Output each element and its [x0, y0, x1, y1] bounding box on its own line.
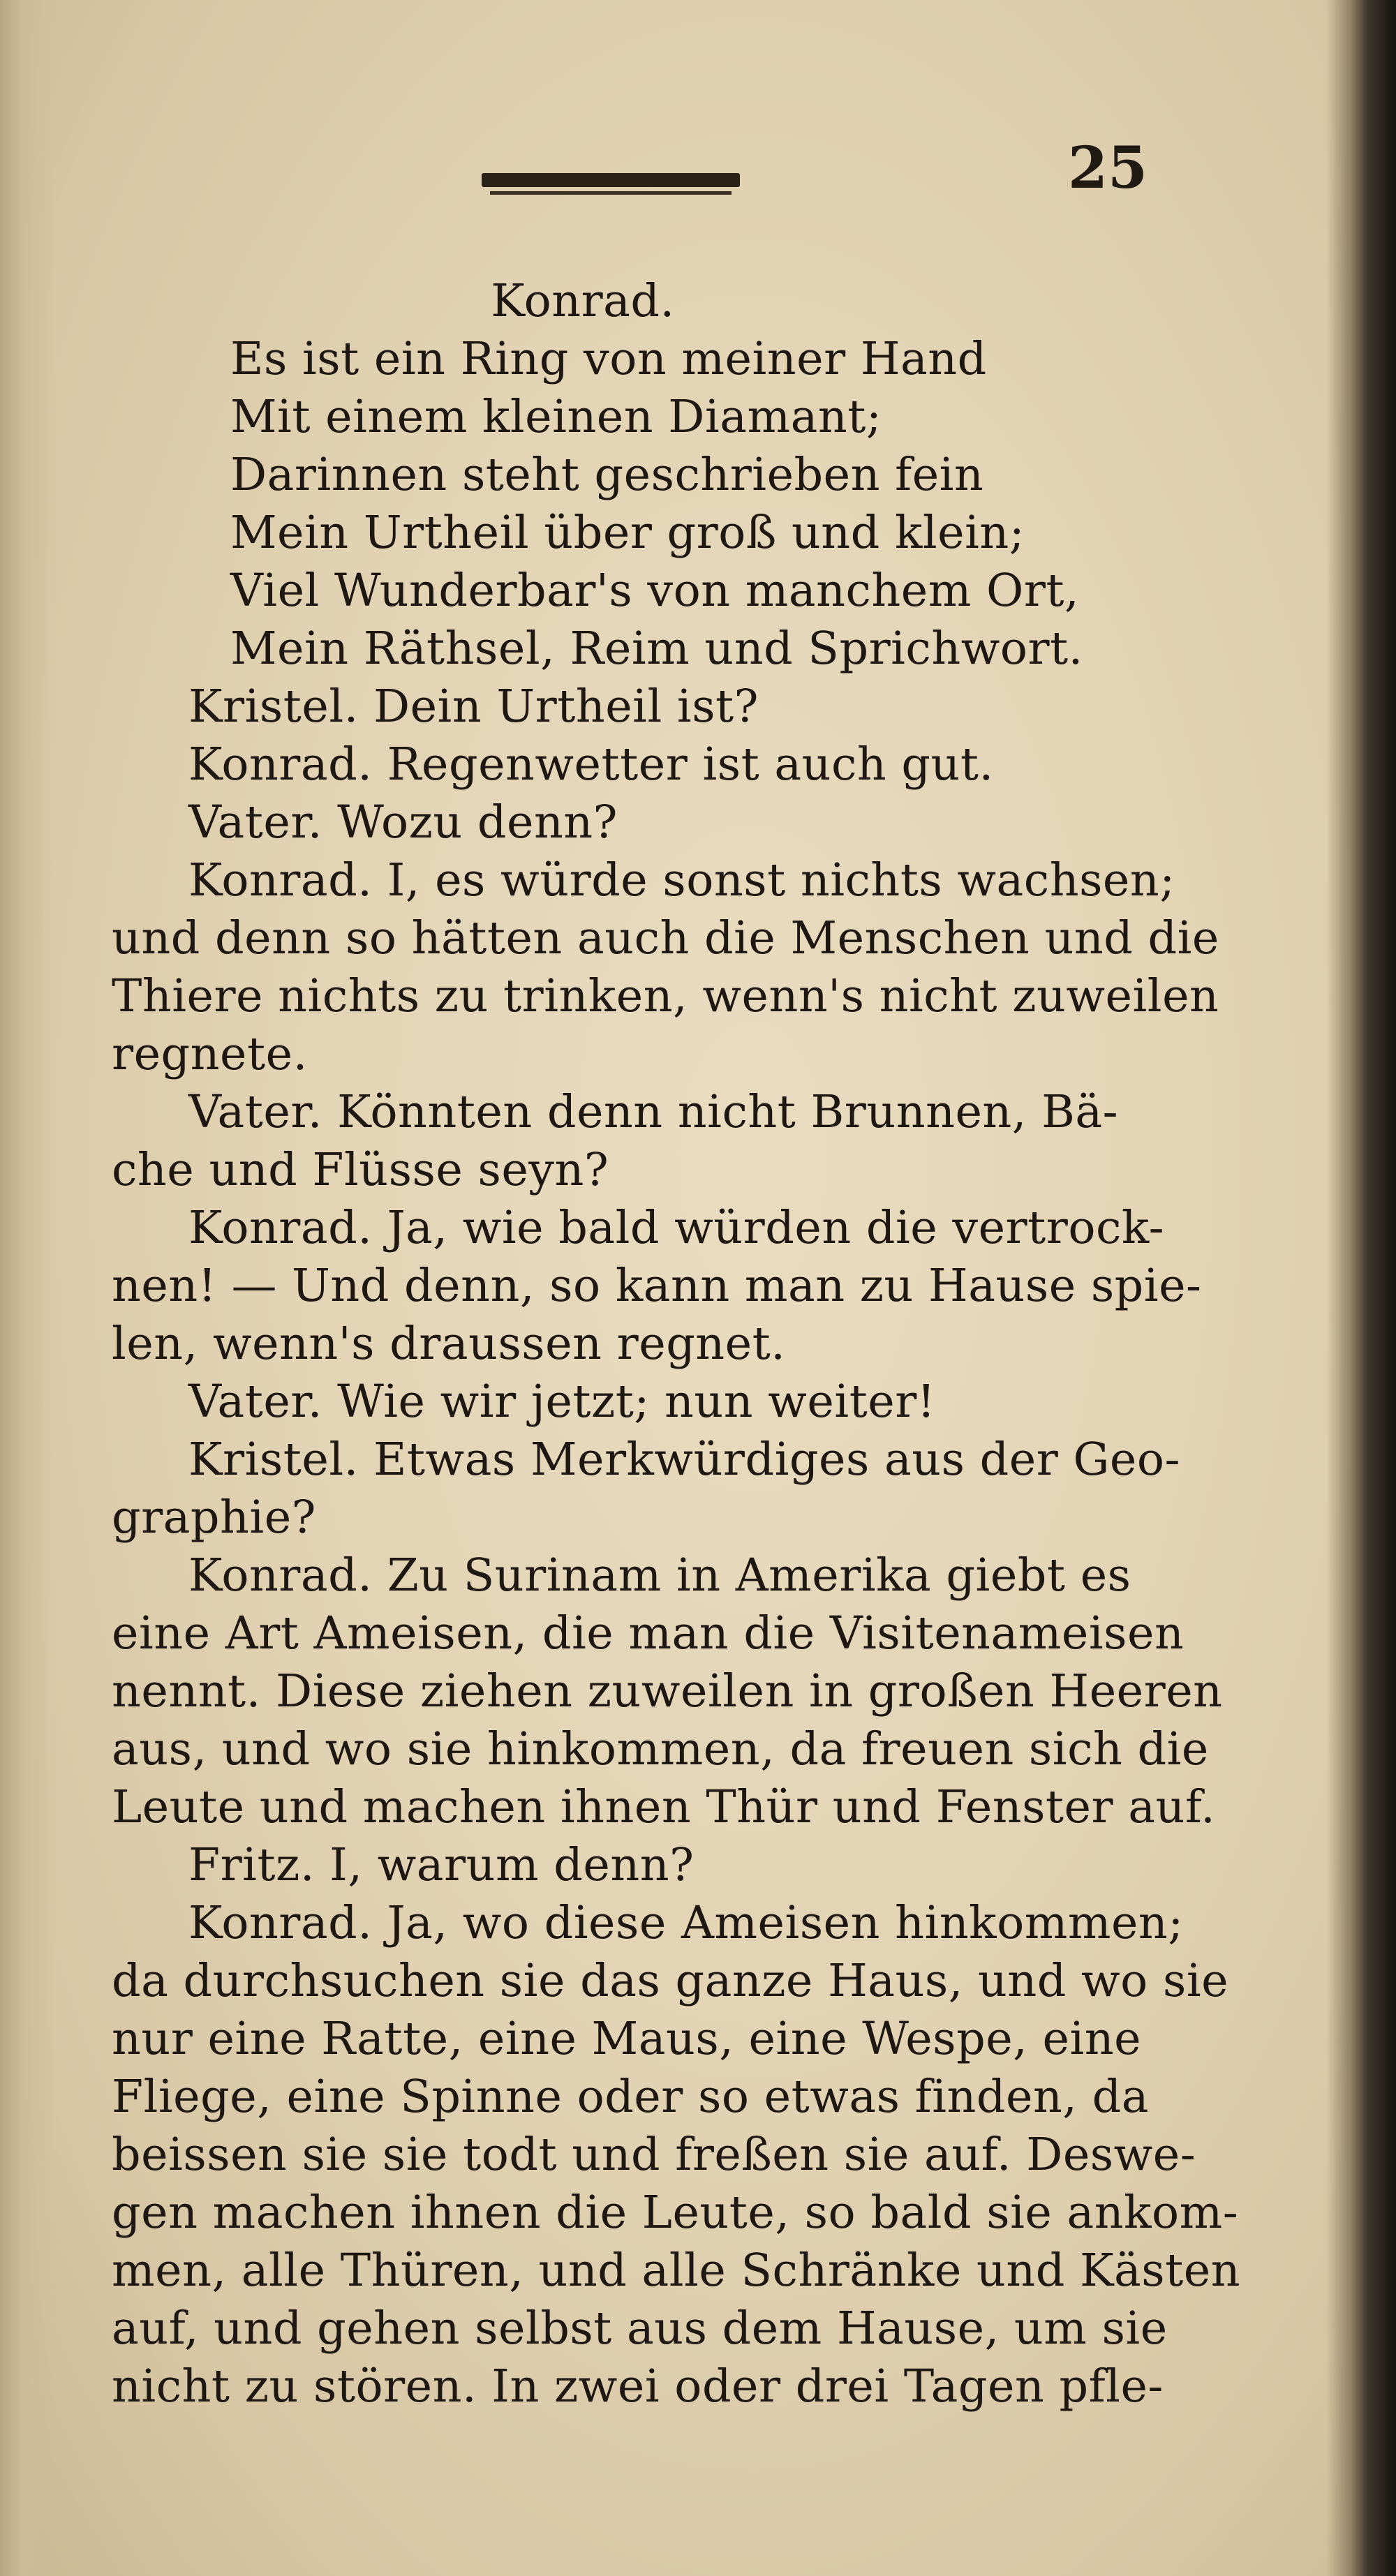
speaker-heading: Konrad. [491, 275, 675, 327]
verse-line: Es ist ein Ring von meiner Hand [230, 333, 987, 385]
text-line: men, alle Thüren, und alle Schränke und Kästen [112, 2244, 1241, 2297]
text-line: da durchsuchen sie das ganze Haus, und wo sie [112, 1955, 1229, 2007]
verse-line: Mein Räthsel, Reim und Sprichwort. [230, 623, 1083, 675]
verse-line: Viel Wunderbar's von manchem Ort, [230, 565, 1080, 617]
text-line: regnete. [112, 1028, 308, 1080]
header-ornament-rule [482, 173, 740, 187]
text-line: Leute und machen ihnen Thür und Fenster auf. [112, 1781, 1216, 1833]
dialogue-line: Kristel. Dein Urtheil ist? [188, 680, 759, 733]
text-line: nennt. Diese ziehen zuweilen in großen Heeren [112, 1665, 1223, 1718]
verse-line: Mein Urtheil über groß und klein; [230, 507, 1025, 559]
verse-line: Darinnen steht geschrieben fein [230, 449, 984, 501]
page-right-edge [1326, 0, 1368, 2576]
dialogue-line: Konrad. Ja, wie bald würden die vertrock- [188, 1202, 1165, 1254]
book-gutter-shadow [1368, 0, 1396, 2576]
text-line: nicht zu stören. In zwei oder drei Tagen pfle- [112, 2360, 1164, 2413]
dialogue-line: Konrad. Regenwetter ist auch gut. [188, 738, 994, 791]
dialogue-line: Vater. Wie wir jetzt; nun weiter! [188, 1376, 936, 1428]
dialogue-line: Vater. Könnten denn nicht Brunnen, Bä- [188, 1086, 1119, 1138]
text-line: und denn so hätten auch die Menschen und die [112, 912, 1219, 965]
text-line: auf, und gehen selbst aus dem Hause, um sie [112, 2302, 1168, 2355]
page-left-edge [0, 0, 56, 2576]
verse-line: Mit einem kleinen Diamant; [230, 391, 882, 443]
text-line: len, wenn's draussen regnet. [112, 1318, 786, 1370]
page-number: 25 [1068, 135, 1148, 202]
dialogue-line: Vater. Wozu denn? [188, 796, 618, 849]
dialogue-line: Fritz. I, warum denn? [188, 1839, 695, 1891]
text-line: eine Art Ameisen, die man die Visitenameisen [112, 1607, 1185, 1660]
dialogue-line: Konrad. I, es würde sonst nichts wachsen; [188, 854, 1175, 907]
dialogue-line: Kristel. Etwas Merkwürdiges aus der Geo- [188, 1434, 1180, 1486]
body-text [112, 272, 1263, 2415]
text-line: nur eine Ratte, eine Maus, eine Wespe, eine [112, 2013, 1142, 2065]
text-line: aus, und wo sie hinkommen, da freuen sich die [112, 1723, 1209, 1775]
dialogue-line: Konrad. Ja, wo diese Ameisen hinkommen; [188, 1897, 1184, 1949]
text-line: Fliege, eine Spinne oder so etwas finden, da [112, 2071, 1149, 2123]
text-line: gen machen ihnen die Leute, so bald sie ankom- [112, 2187, 1239, 2239]
text-line: graphie? [112, 1491, 317, 1544]
text-line: Thiere nichts zu trinken, wenn's nicht zuweilen [112, 970, 1219, 1022]
dialogue-line: Konrad. Zu Surinam in Amerika giebt es [188, 1549, 1131, 1602]
text-line: beissen sie sie todt und freßen sie auf. Deswe- [112, 2129, 1196, 2181]
text-line: nen! — Und denn, so kann man zu Hause spie- [112, 1260, 1202, 1312]
text-line: che und Flüsse seyn? [112, 1144, 609, 1196]
